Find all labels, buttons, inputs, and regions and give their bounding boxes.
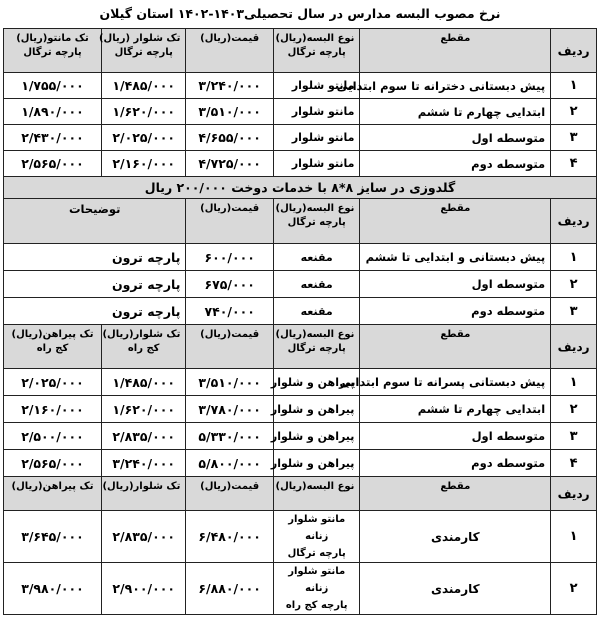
radif-cell: ۱	[551, 73, 597, 99]
header-price: قیمت(ریال)	[186, 325, 274, 369]
header-naw: نوع البسه(ریال) پارچه ترگال	[273, 199, 360, 244]
table-row	[4, 73, 597, 99]
shalvar-cell: ۲/۱۶۰/۰۰۰	[102, 151, 186, 177]
header-boys-shalvar: تک شلوار(ریال) کج راه	[102, 325, 186, 369]
table-row	[4, 271, 597, 298]
header-price: قیمت(ریال)	[186, 477, 274, 511]
radif-cell: ۱	[551, 244, 597, 271]
embroidery-banner-row	[4, 177, 597, 199]
naw-cell: مانتو شلوار	[273, 125, 360, 151]
naw-cell: پیراهن و شلوار	[273, 450, 360, 477]
naw-cell: پیراهن و شلوار	[273, 423, 360, 450]
radif-cell: ۴	[551, 151, 597, 177]
price-table	[3, 28, 597, 615]
maqta-cell: ابتدایی چهارم تا ششم	[360, 99, 551, 125]
price-cell: ۳/۵۱۰/۰۰۰	[186, 99, 274, 125]
pirahan-cell: ۲/۱۶۰/۰۰۰	[4, 396, 102, 423]
shalvar-cell: ۲/۸۳۵/۰۰۰	[102, 511, 186, 563]
naw-cell: مقنعه	[273, 244, 360, 271]
maqta-cell: متوسطه دوم	[360, 151, 551, 177]
naw-cell: مانتو شلوار	[273, 151, 360, 177]
naw-cell: مانتو شلوار	[273, 73, 360, 99]
pirahan-cell: ۳/۹۸۰/۰۰۰	[4, 563, 102, 615]
table-row	[4, 125, 597, 151]
price-cell: ۴/۶۵۵/۰۰۰	[186, 125, 274, 151]
shalvar-cell: ۱/۶۲۰/۰۰۰	[102, 396, 186, 423]
manto-cell: ۱/۷۵۵/۰۰۰	[4, 73, 102, 99]
table-row	[4, 298, 597, 325]
radif-cell: ۳	[551, 125, 597, 151]
shalvar-cell: ۱/۶۲۰/۰۰۰	[102, 99, 186, 125]
shalvar-cell: ۲/۸۳۵/۰۰۰	[102, 423, 186, 450]
embroidery-banner: گلدوزی در سایز ۸*۸ با خدمات دوخت ۲۰۰/۰۰۰ ریال	[4, 177, 597, 199]
maqta-cell: متوسطه اول	[360, 423, 551, 450]
manto-cell: ۱/۸۹۰/۰۰۰	[4, 99, 102, 125]
header-maqta: مقطع	[360, 29, 551, 73]
price-cell: ۶۷۵/۰۰۰	[186, 271, 274, 298]
shalvar-cell: ۳/۲۴۰/۰۰۰	[102, 450, 186, 477]
table-row	[4, 511, 597, 563]
header-staff-shalvar: تک شلوار(ریال)	[102, 477, 186, 511]
manto-cell: ۲/۴۳۰/۰۰۰	[4, 125, 102, 151]
table-row	[4, 151, 597, 177]
radif-cell: ۲	[551, 99, 597, 125]
header-price: قیمت(ریال)	[186, 29, 274, 73]
radif-cell: ۲	[551, 563, 597, 615]
staff-header-row	[4, 477, 597, 511]
header-naw: نوع البسه(ریال)	[273, 477, 360, 511]
shalvar-cell: ۲/۹۰۰/۰۰۰	[102, 563, 186, 615]
header-radif: ردیف	[551, 325, 597, 369]
naw-cell: مانتو شلوار زنانه پارچه ترگال	[273, 511, 360, 563]
header-naw: نوع البسه(ریال) پارچه ترگال	[273, 29, 360, 73]
table-row	[4, 563, 597, 615]
price-cell: ۵/۸۰۰/۰۰۰	[186, 450, 274, 477]
table-row	[4, 423, 597, 450]
price-cell: ۵/۳۳۰/۰۰۰	[186, 423, 274, 450]
header-naw: نوع البسه(ریال) پارچه ترگال	[273, 325, 360, 369]
girls-header-row	[4, 29, 597, 73]
header-radif: ردیف	[551, 199, 597, 244]
header-staff-pirahan: تک پیراهن(ریال)	[4, 477, 102, 511]
header-radif: ردیف	[551, 477, 597, 511]
page-title: نرخ مصوب البسه مدارس در سال تحصیلی۱۴۰۳-۱۴۰۲ استان گیلان	[99, 6, 501, 21]
naw-cell: مانتو شلوار زنانه پارچه کج راه	[273, 563, 360, 615]
pirahan-cell: ۳/۶۴۵/۰۰۰	[4, 511, 102, 563]
maqta-cell: پیش دبستانی دخترانه تا سوم ابتدایی	[360, 73, 551, 99]
naw-cell: مانتو شلوار	[273, 99, 360, 125]
maqta-cell: متوسطه دوم	[360, 298, 551, 325]
shalvar-cell: ۱/۴۸۵/۰۰۰	[102, 73, 186, 99]
price-cell: ۳/۵۱۰/۰۰۰	[186, 369, 274, 396]
header-maqta: مقطع	[360, 199, 551, 244]
shalvar-cell: ۱/۴۸۵/۰۰۰	[102, 369, 186, 396]
header-price: قیمت(ریال)	[186, 199, 274, 244]
naw-cell: مقنعه	[273, 271, 360, 298]
maqta-cell: متوسطه دوم	[360, 450, 551, 477]
table-row	[4, 244, 597, 271]
price-cell: ۴/۷۲۵/۰۰۰	[186, 151, 274, 177]
table-row	[4, 450, 597, 477]
price-cell: ۶/۴۸۰/۰۰۰	[186, 511, 274, 563]
radif-cell: ۱	[551, 511, 597, 563]
price-cell: ۶/۸۸۰/۰۰۰	[186, 563, 274, 615]
maqta-cell: متوسطه اول	[360, 271, 551, 298]
pirahan-cell: ۲/۵۶۵/۰۰۰	[4, 450, 102, 477]
boys-header-row	[4, 325, 597, 369]
header-maqta: مقطع	[360, 325, 551, 369]
manto-cell: ۲/۵۶۵/۰۰۰	[4, 151, 102, 177]
radif-cell: ۳	[551, 298, 597, 325]
radif-cell: ۳	[551, 423, 597, 450]
radif-cell: ۲	[551, 396, 597, 423]
pirahan-cell: ۲/۰۲۵/۰۰۰	[4, 369, 102, 396]
radif-cell: ۲	[551, 271, 597, 298]
header-maqta: مقطع	[360, 477, 551, 511]
price-cell: ۷۴۰/۰۰۰	[186, 298, 274, 325]
price-cell: ۳/۷۸۰/۰۰۰	[186, 396, 274, 423]
maqta-cell: کارمندی	[360, 511, 551, 563]
table-row	[4, 396, 597, 423]
maqta-cell: متوسطه اول	[360, 125, 551, 151]
header-boys-pirahan: تک پیراهن(ریال) کج راه	[4, 325, 102, 369]
header-girls-manto: تک مانتو(ریال) پارچه ترگال	[4, 29, 102, 73]
radif-cell: ۴	[551, 450, 597, 477]
pirahan-cell: ۲/۵۰۰/۰۰۰	[4, 423, 102, 450]
naw-cell: پیراهن و شلوار	[273, 369, 360, 396]
table-row	[4, 99, 597, 125]
shalvar-cell: ۲/۰۲۵/۰۰۰	[102, 125, 186, 151]
desc-cell: پارچه ترون	[4, 271, 186, 298]
header-girls-shalvar: تک شلوار (ریال) پارچه ترگال	[102, 29, 186, 73]
maqta-cell: ابتدایی چهارم تا ششم	[360, 396, 551, 423]
naw-cell: مقنعه	[273, 298, 360, 325]
header-radif: ردیف	[551, 29, 597, 73]
maqta-cell: پیش دبستانی و ابتدایی تا ششم	[360, 244, 551, 271]
price-cell: ۳/۲۴۰/۰۰۰	[186, 73, 274, 99]
desc-cell: پارچه ترون	[4, 298, 186, 325]
naw-cell: پیراهن و شلوار	[273, 396, 360, 423]
header-desc: توضیحات	[4, 199, 186, 244]
maqta-cell: کارمندی	[360, 563, 551, 615]
table-row	[4, 369, 597, 396]
desc-cell: پارچه ترون	[4, 244, 186, 271]
maqta-cell: پیش دبستانی پسرانه تا سوم ابتدایی	[360, 369, 551, 396]
radif-cell: ۱	[551, 369, 597, 396]
maqnae-header-row	[4, 199, 597, 244]
price-cell: ۶۰۰/۰۰۰	[186, 244, 274, 271]
